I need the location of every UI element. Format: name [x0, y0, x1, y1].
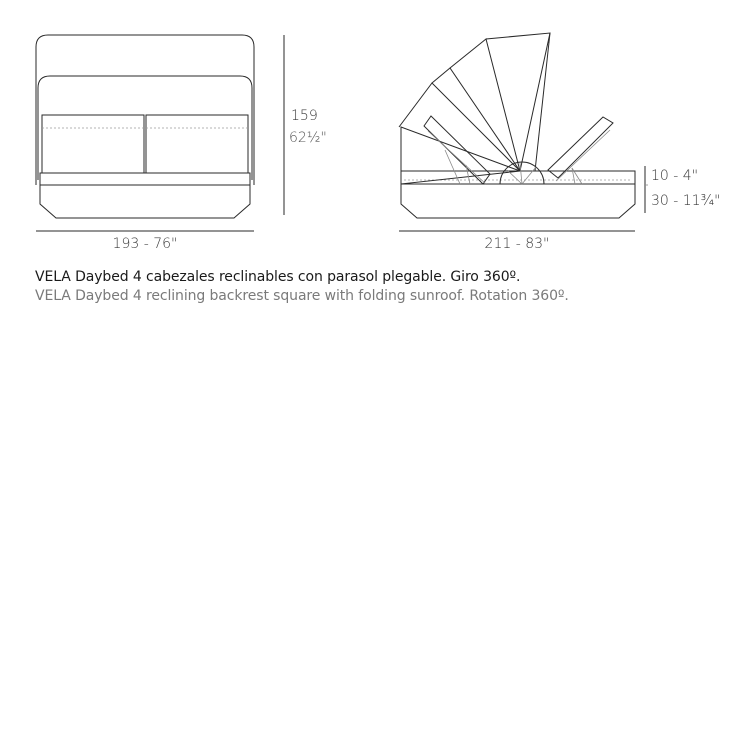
caption-spanish: VELA Daybed 4 cabezales reclinables con parasol plegable. Giro 360º. [35, 269, 521, 285]
side-view [399, 33, 721, 252]
front-backrest-left [42, 115, 144, 173]
sunroof-panel-6 [535, 33, 550, 171]
front-mattress [40, 173, 250, 185]
side-mattress [401, 171, 635, 184]
side-cushion-label: 10 - 4" [651, 168, 699, 184]
side-base-label: 30 - 11¾" [651, 193, 721, 209]
sunroof-panel-2 [399, 83, 520, 171]
left-backrest [424, 116, 490, 184]
sunroof-fan [399, 33, 550, 184]
front-backrest-right [146, 115, 248, 173]
side-base [401, 184, 635, 218]
left-backrest-frame [428, 131, 486, 184]
left-backrest-cushion [424, 116, 490, 184]
front-width-label: 193 - 76" [112, 236, 178, 252]
hub-spoke-3 [522, 167, 536, 184]
front-canopy-outer [36, 35, 254, 185]
right-backrest-frame [556, 130, 610, 181]
product-dimension-drawing [0, 0, 755, 260]
front-base [40, 185, 250, 218]
right-backrest-cushion [548, 117, 613, 178]
front-height-cm: 159 [291, 108, 318, 124]
sunroof-panel-4 [450, 39, 520, 171]
sunroof-panel-5 [486, 33, 550, 171]
right-backrest [548, 117, 613, 184]
front-view [36, 35, 327, 252]
product-caption [35, 268, 735, 306]
caption-english: VELA Daybed 4 reclining backrest square with folding sunroof. Rotation 360º. [35, 288, 569, 304]
front-height-in: 62½" [289, 130, 327, 146]
side-length-label: 211 - 83" [484, 236, 550, 252]
